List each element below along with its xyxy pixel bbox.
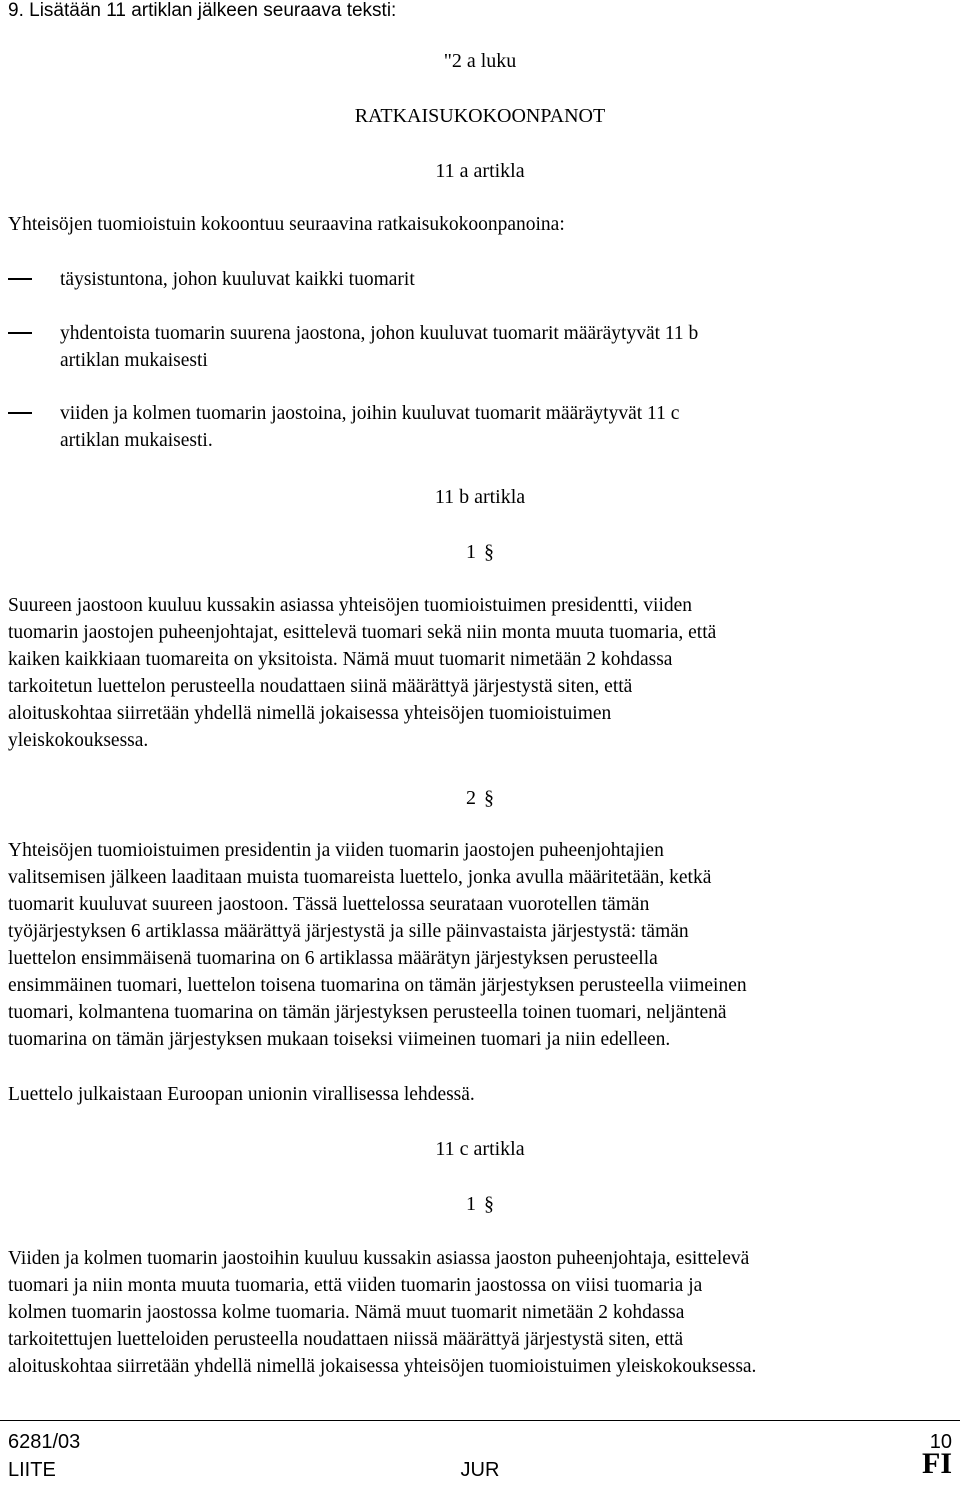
chapter-heading: "2 a luku bbox=[443, 50, 517, 72]
chapter-title: RATKAISUKOKOONPANOT bbox=[354, 105, 606, 127]
footer-annex: LIITE bbox=[8, 1459, 56, 1481]
text-line: työjärjestyksen 6 artiklassa määrättyä järjestystä ja sille päinvastaista järjestystä: tämän bbox=[8, 921, 689, 942]
text-line: aloituskohtaa siirretään yhdellä nimellä jokaisessa yhteisöjen tuomioistuimen yleiskokouksessa. bbox=[8, 1356, 757, 1377]
paragraph-number bbox=[0, 785, 960, 811]
section-sign-icon: § bbox=[484, 787, 494, 809]
paragraph-number-value: 1 bbox=[466, 541, 476, 563]
dash-bullet bbox=[8, 278, 32, 280]
publication-note: Luettelo julkaistaan Euroopan unionin virallisessa lehdessä. bbox=[8, 1084, 475, 1105]
section-sign-icon: § bbox=[484, 541, 494, 563]
list-item-line: artiklan mukaisesti. bbox=[60, 430, 213, 451]
text-line: tarkoitettujen luetteloiden perusteella noudattaen niissä määrättyä järjestystä siten, että bbox=[8, 1329, 684, 1350]
text-line: Viiden ja kolmen tuomarin jaostoihin kuuluu kussakin asiassa jaoston puheenjohtaja, esittelevä bbox=[8, 1248, 750, 1269]
dash-bullet bbox=[8, 332, 32, 334]
intro-text: 9. Lisätään 11 artiklan jälkeen seuraava teksti: bbox=[8, 0, 397, 21]
footer-page-number: 10 bbox=[929, 1431, 952, 1453]
list-item-line: yhdentoista tuomarin suurena jaostona, johon kuuluvat tuomarit määräytyvät 11 b bbox=[60, 323, 699, 344]
lead-text: Yhteisöjen tuomioistuin kokoontuu seuraavina ratkaisukokoonpanoina: bbox=[8, 214, 565, 235]
text-line: tuomarin jaostojen puheenjohtajat, esittelevä tuomari sekä niin monta muuta tuomaria, että bbox=[8, 622, 717, 643]
article-11c-heading: 11 c artikla bbox=[435, 1138, 525, 1160]
text-line: tuomari ja niin monta muuta tuomaria, että viiden tuomarin jaostossa on viisi tuomaria ja bbox=[8, 1275, 703, 1296]
text-line: yleiskokouksessa. bbox=[8, 730, 149, 751]
paragraph-11b-1 bbox=[8, 592, 952, 754]
text-line: aloituskohtaa siirretään yhdellä nimellä jokaisessa yhteisöjen tuomioistuimen bbox=[8, 703, 612, 724]
text-line: kaiken kaikkiaan tuomareita on yksitoista. Nämä muut tuomarit nimetään 2 kohdassa bbox=[8, 649, 673, 670]
footer-language-code: FI bbox=[922, 1447, 952, 1480]
list-item bbox=[60, 320, 698, 374]
paragraph-number-value: 1 bbox=[466, 1193, 476, 1215]
list-item-line: täysistuntona, johon kuuluvat kaikki tuomarit bbox=[60, 269, 415, 290]
article-11a-heading: 11 a artikla bbox=[435, 160, 525, 182]
paragraph-11c-1 bbox=[8, 1245, 952, 1380]
text-line: tarkoitetun luettelon perusteella noudattaen siinä määrättyä järjestystä siten, että bbox=[8, 676, 633, 697]
text-line: kolmen tuomarin jaostossa kolme tuomaria. Nämä muut tuomarit nimetään 2 kohdassa bbox=[8, 1302, 685, 1323]
section-sign-icon: § bbox=[484, 1193, 494, 1215]
text-line: Yhteisöjen tuomioistuimen presidentin ja viiden tuomarin jaostojen puheenjohtajien bbox=[8, 840, 664, 861]
list-item bbox=[60, 266, 415, 293]
footer-doc-number: 6281/03 bbox=[8, 1431, 81, 1453]
list-item-line: artiklan mukaisesti bbox=[60, 350, 208, 371]
text-line: tuomarit kuuluvat suureen jaostoon. Tässä luettelossa seurataan vuorotellen tämän bbox=[8, 894, 650, 915]
article-11b-heading: 11 b artikla bbox=[434, 486, 526, 508]
footer-unit: JUR bbox=[460, 1459, 500, 1481]
footer-divider bbox=[0, 1420, 960, 1421]
paragraph-number bbox=[0, 1191, 960, 1217]
text-line: ensimmäinen tuomari, luettelon toisena tuomarina on tämän järjestyksen perusteella viimeinen bbox=[8, 975, 747, 996]
paragraph-number bbox=[0, 539, 960, 565]
text-line: tuomarina on tämän järjestyksen mukaan toiseksi viimeinen tuomari ja niin edelleen. bbox=[8, 1029, 671, 1050]
text-line: luettelon ensimmäisenä tuomarina on 6 artiklassa määrätyn järjestyksen perusteella bbox=[8, 948, 658, 969]
text-line: valitsemisen jälkeen laaditaan muista tuomareista luettelo, jonka avulla määritetään, ketkä bbox=[8, 867, 712, 888]
paragraph-11b-2 bbox=[8, 837, 952, 1053]
list-item-line: viiden ja kolmen tuomarin jaostoina, joihin kuuluvat tuomarit määräytyvät 11 c bbox=[60, 403, 680, 424]
paragraph-number-value: 2 bbox=[466, 787, 476, 809]
list-item bbox=[60, 400, 679, 454]
text-line: tuomari, kolmantena tuomarina on tämän järjestyksen perusteella toinen tuomari, neljäntenä bbox=[8, 1002, 727, 1023]
dash-bullet bbox=[8, 412, 32, 414]
text-line: Suureen jaostoon kuuluu kussakin asiassa yhteisöjen tuomioistuimen presidentti, viiden bbox=[8, 595, 693, 616]
